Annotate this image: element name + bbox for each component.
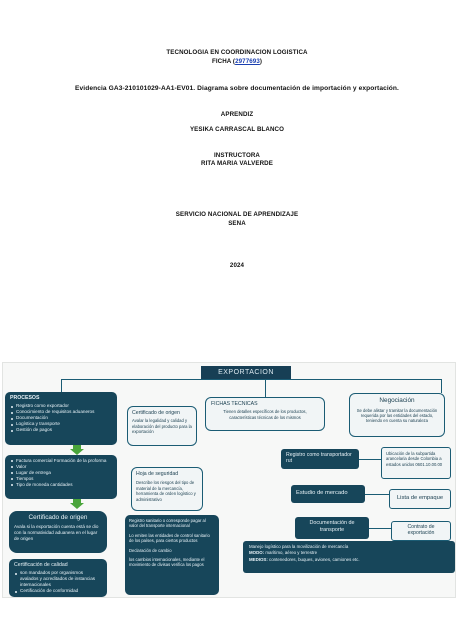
procesos-box [5, 392, 117, 445]
procesos-item: Conocimiento de requisitos aduaneros [10, 409, 112, 415]
documentacion-transporte-box [295, 517, 369, 539]
factura-list [10, 458, 112, 488]
diagram-title: EXPORTACION [201, 366, 291, 379]
certificado-origen-2-title: Certificado de origen [28, 514, 88, 521]
procesos-item: Gestión de pagos [10, 427, 112, 433]
export-diagram [2, 362, 456, 598]
medios-text: contenedores, buques, aviones, camiones etc. [267, 556, 360, 562]
certificacion-calidad-title: Certificación de calidad [14, 562, 68, 568]
factura-item: Lugar de entrega [10, 470, 112, 476]
factura-item: Tipo de moneda cantidades [10, 482, 112, 488]
registro-sanitario-box [125, 515, 219, 595]
ficha-prefix: FICHA ( [211, 58, 236, 65]
connector-estudio [365, 494, 389, 495]
factura-item: Valor [10, 464, 112, 470]
declaracion-cambio-title: Declaración de cambio [129, 547, 172, 553]
declaracion-cambio-text: los cambios internacionales, mediante el movimiento de divisas verifica los pagos [129, 557, 205, 568]
ficha-suffix: ) [259, 58, 263, 65]
connector-center [265, 379, 266, 397]
hoja-seguridad-box [131, 467, 203, 511]
certificado-origen-1-box [127, 406, 197, 446]
fichas-tecnicas-title: FICHAS TECNICAS [211, 401, 258, 407]
registro-sanitario-text-2: Lo emiten las entidades de control sanitario de los países, para ciertos productos [129, 532, 210, 544]
ubicacion-text: Ubicación de la subpartida arancelaria desde Colombia a estados unidos 0601.10.00.00 [386, 451, 443, 467]
ficha-line [0, 58, 474, 65]
fichas-tecnicas-box [205, 397, 325, 431]
certificado-origen-1-title: Certificado de origen [132, 410, 180, 416]
apprentice-label: APRENDIZ [220, 111, 254, 118]
factura-box [5, 455, 117, 499]
connector-documentacion [369, 528, 391, 529]
certificado-origen-2-box [9, 511, 107, 553]
negociacion-box [349, 393, 445, 437]
contrato-exportacion-text: Contrato de exportación [407, 524, 435, 537]
modo-text: marítimo, aéreo y terrestre [264, 550, 318, 556]
lista-empaque-text: Lista de empaque [396, 495, 444, 502]
procesos-item: Registro como exportador [10, 403, 112, 409]
apprentice-name: YESIKA CARRASCAL BLANCO [189, 126, 285, 133]
evidence-title: Evidencia GA3-210101029-AA1-EV01. Diagrama sobre documentación de importación y exportación. [75, 85, 399, 92]
procesos-item: Documentación [10, 415, 112, 421]
medios-line [249, 557, 449, 563]
certificado-origen-1-text: Avalar la legalidad y calidad y elaboración del producto para la exportación [132, 418, 192, 435]
connector-top [61, 379, 441, 393]
certificado-origen-2-text: Avala si la exportación cuenta está se dio con la normatividad aduanera en el lugar de origen [14, 523, 99, 541]
hoja-seguridad-text: Describe los riesgos del tipo de material de la mercancía, herramienta de orden logístico y administrativo [136, 480, 196, 502]
procesos-title: PROCESOS [10, 395, 40, 401]
instructor-name: RITA MARIA VALVERDE [201, 160, 273, 167]
connector-right [441, 379, 442, 393]
connector-left [61, 379, 62, 392]
estudio-mercado-box [291, 485, 365, 503]
procesos-item: Logística y transporte [10, 421, 112, 427]
certificacion-calidad-item: son mandados por organismos avalados y acreditados de instancias internacionales [14, 570, 102, 588]
down-arrow-2-icon [70, 503, 84, 509]
medios-label: MEDIOS: [249, 556, 268, 562]
ficha-link[interactable]: 2977693 [235, 58, 260, 65]
year: 2024 [229, 262, 245, 269]
connector-registro [359, 459, 381, 460]
instructor-label: INSTRUCTORA [213, 152, 261, 159]
certificacion-calidad-box [9, 559, 107, 597]
negociacion-title: Negociación [379, 397, 415, 404]
institution-short: SENA [228, 220, 246, 227]
factura-item: Tiempos [10, 476, 112, 482]
certificacion-calidad-list [14, 570, 102, 594]
program-title: TECNOLOGIA EN COORDINACION LOGISTICA [166, 49, 308, 56]
registro-transportador-text: Registro como transportador rut [286, 452, 352, 465]
lista-empaque-box [389, 489, 451, 509]
institution-name: SERVICIO NACIONAL DE APRENDIZAJE [175, 211, 299, 218]
negociacion-text: Se debe alistar y tramitar la documentación requerida por las entidades del estado, teniendo en cuenta su naturaleza [356, 407, 438, 424]
ubicacion-box [381, 447, 451, 479]
manejo-logistico-text: Manejo logístico para la movilización de mercancía [249, 544, 349, 549]
documentacion-transporte-text: Documentación de transporte [309, 520, 355, 533]
estudio-mercado-text: Estudio de mercado [296, 490, 348, 497]
registro-sanitario-text-1: Registro sanitario o corresponde pagar al valor del transporte internacional [129, 518, 206, 529]
modo-label: MODO: [249, 550, 265, 556]
manejo-logistico-box [243, 541, 455, 573]
factura-item: Factura comercial Formación de la proforma [10, 458, 112, 464]
fichas-tecnicas-text: Tienen detalles específicos de los productos, características técnicas de los mismos [223, 409, 307, 420]
procesos-list [10, 403, 112, 433]
certificacion-calidad-item: Certificación de conformidad [14, 588, 102, 594]
contrato-exportacion-box [391, 521, 451, 541]
hoja-seguridad-title: Hoja de seguridad [136, 471, 179, 477]
registro-transportador-box [281, 449, 359, 469]
